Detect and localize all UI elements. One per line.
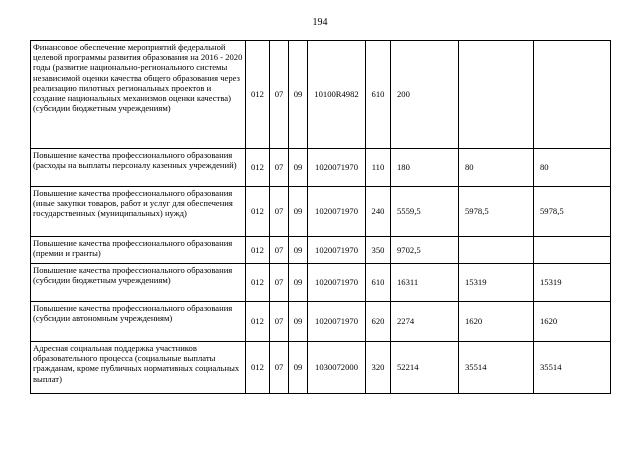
amount-year-1: 2274 <box>391 302 459 342</box>
subsection-code: 09 <box>289 149 308 187</box>
expense-type-code: 610 <box>366 41 391 149</box>
section-code: 07 <box>270 187 289 237</box>
amount-year-1: 9702,5 <box>391 237 459 264</box>
subsection-code: 09 <box>289 41 308 149</box>
target-article-code: 1020071970 <box>308 264 366 302</box>
target-article-code: 1020071970 <box>308 302 366 342</box>
section-code: 07 <box>270 237 289 264</box>
row-description: Повышение качества профессионального образования (иные закупки товаров, работ и услуг для обеспечения государственных (муниципальных) нужд) <box>31 187 246 237</box>
amount-year-3 <box>534 41 611 149</box>
ministry-code: 012 <box>246 342 270 394</box>
target-article-code: 10100R4982 <box>308 41 366 149</box>
table-row <box>31 237 611 264</box>
row-description: Повышение качества профессионального образования (субсидии автономным учреждениям) <box>31 302 246 342</box>
subsection-code: 09 <box>289 302 308 342</box>
table-row <box>31 342 611 394</box>
amount-year-3: 80 <box>534 149 611 187</box>
table-row <box>31 187 611 237</box>
table-row <box>31 149 611 187</box>
amount-year-2 <box>459 41 534 149</box>
row-description: Повышение качества профессионального образования (расходы на выплаты персоналу казенных учреждений) <box>31 149 246 187</box>
table-row <box>31 264 611 302</box>
amount-year-1: 5559,5 <box>391 187 459 237</box>
subsection-code: 09 <box>289 187 308 237</box>
amount-year-1: 200 <box>391 41 459 149</box>
amount-year-2: 80 <box>459 149 534 187</box>
expense-type-code: 620 <box>366 302 391 342</box>
target-article-code: 1020071970 <box>308 187 366 237</box>
target-article-code: 1030072000 <box>308 342 366 394</box>
amount-year-3: 5978,5 <box>534 187 611 237</box>
table-row <box>31 41 611 149</box>
amount-year-2: 35514 <box>459 342 534 394</box>
amount-year-3: 15319 <box>534 264 611 302</box>
subsection-code: 09 <box>289 264 308 302</box>
row-description: Повышение качества профессионального образования (премии и гранты) <box>31 237 246 264</box>
amount-year-3 <box>534 237 611 264</box>
expense-type-code: 110 <box>366 149 391 187</box>
subsection-code: 09 <box>289 342 308 394</box>
amount-year-1: 16311 <box>391 264 459 302</box>
amount-year-1: 52214 <box>391 342 459 394</box>
ministry-code: 012 <box>246 41 270 149</box>
ministry-code: 012 <box>246 149 270 187</box>
target-article-code: 1020071970 <box>308 237 366 264</box>
row-description: Адресная социальная поддержка участников образовательного процесса (социальные выплаты гражданам, кроме публичных нормативных социальных выплат) <box>31 342 246 394</box>
page-number: 194 <box>312 17 328 28</box>
ministry-code: 012 <box>246 187 270 237</box>
row-description: Повышение качества профессионального образования (субсидии бюджетным учреждениям) <box>31 264 246 302</box>
amount-year-2: 1620 <box>459 302 534 342</box>
row-description: Финансовое обеспечение мероприятий федеральной целевой программы развития образования на 2016 - 2020 годы (развитие национально-регионального системы независимой оценки качества общего образования через реализацию пилотных региональных проектов и создание национальных механизмов оценки качества) (субсидии бюджетным учреждениям) <box>31 41 246 149</box>
amount-year-2: 5978,5 <box>459 187 534 237</box>
expense-type-code: 320 <box>366 342 391 394</box>
expense-type-code: 610 <box>366 264 391 302</box>
amount-year-2: 15319 <box>459 264 534 302</box>
section-code: 07 <box>270 149 289 187</box>
section-code: 07 <box>270 264 289 302</box>
amount-year-3: 35514 <box>534 342 611 394</box>
expense-type-code: 350 <box>366 237 391 264</box>
table-row <box>31 302 611 342</box>
budget-table <box>30 40 611 394</box>
amount-year-2 <box>459 237 534 264</box>
subsection-code: 09 <box>289 237 308 264</box>
amount-year-1: 180 <box>391 149 459 187</box>
expense-type-code: 240 <box>366 187 391 237</box>
ministry-code: 012 <box>246 264 270 302</box>
section-code: 07 <box>270 302 289 342</box>
ministry-code: 012 <box>246 237 270 264</box>
section-code: 07 <box>270 41 289 149</box>
section-code: 07 <box>270 342 289 394</box>
ministry-code: 012 <box>246 302 270 342</box>
amount-year-3: 1620 <box>534 302 611 342</box>
target-article-code: 1020071970 <box>308 149 366 187</box>
